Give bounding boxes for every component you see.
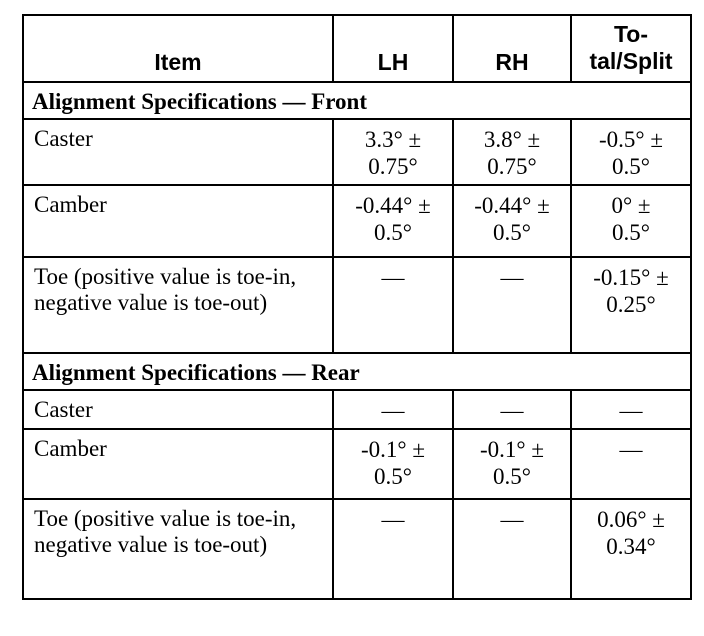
- front-camber-rh: -0.44° ± 0.5°: [453, 185, 571, 257]
- front-caster-split: -0.5° ± 0.5°: [571, 119, 691, 185]
- alignment-spec-table: [22, 14, 692, 600]
- rear-camber-rh: -0.1° ± 0.5°: [453, 429, 571, 499]
- table-row: [23, 257, 691, 353]
- front-caster-rh: 3.8° ± 0.75°: [453, 119, 571, 185]
- row-label-rear-caster: Caster: [23, 390, 333, 429]
- rear-camber-lh: -0.1° ± 0.5°: [333, 429, 453, 499]
- rear-caster-lh: —: [333, 390, 453, 429]
- row-label-front-toe: Toe (positive value is toe-in, negative value is toe-out): [23, 257, 333, 353]
- header-total-split: [571, 15, 691, 82]
- rear-caster-split: —: [571, 390, 691, 429]
- header-row: [23, 15, 691, 82]
- rear-toe-split: 0.06° ± 0.34°: [571, 499, 691, 599]
- table-row: [23, 185, 691, 257]
- header-item: Item: [23, 15, 333, 82]
- front-toe-lh: —: [333, 257, 453, 353]
- header-lh: LH: [333, 15, 453, 82]
- section-rear-title: Alignment Specifications — Rear: [23, 353, 691, 390]
- rear-toe-lh: —: [333, 499, 453, 599]
- header-split-line2: tal/Split: [589, 48, 673, 74]
- table-row: [23, 429, 691, 499]
- front-caster-lh: 3.3° ± 0.75°: [333, 119, 453, 185]
- table-row: [23, 119, 691, 185]
- section-front-title: Alignment Specifications — Front: [23, 82, 691, 119]
- section-front: [23, 82, 691, 119]
- front-camber-split: 0° ± 0.5°: [571, 185, 691, 257]
- header-rh: RH: [453, 15, 571, 82]
- rear-caster-rh: —: [453, 390, 571, 429]
- row-label-rear-camber: Camber: [23, 429, 333, 499]
- row-label-front-caster: Caster: [23, 119, 333, 185]
- table-row: [23, 499, 691, 599]
- header-split-line1: To-: [613, 21, 649, 47]
- row-label-front-camber: Camber: [23, 185, 333, 257]
- front-toe-rh: —: [453, 257, 571, 353]
- front-toe-split: -0.15° ± 0.25°: [571, 257, 691, 353]
- rear-camber-split: —: [571, 429, 691, 499]
- table-row: [23, 390, 691, 429]
- row-label-rear-toe: Toe (positive value is toe-in, negative value is toe-out): [23, 499, 333, 599]
- rear-toe-rh: —: [453, 499, 571, 599]
- front-camber-lh: -0.44° ± 0.5°: [333, 185, 453, 257]
- section-rear: [23, 353, 691, 390]
